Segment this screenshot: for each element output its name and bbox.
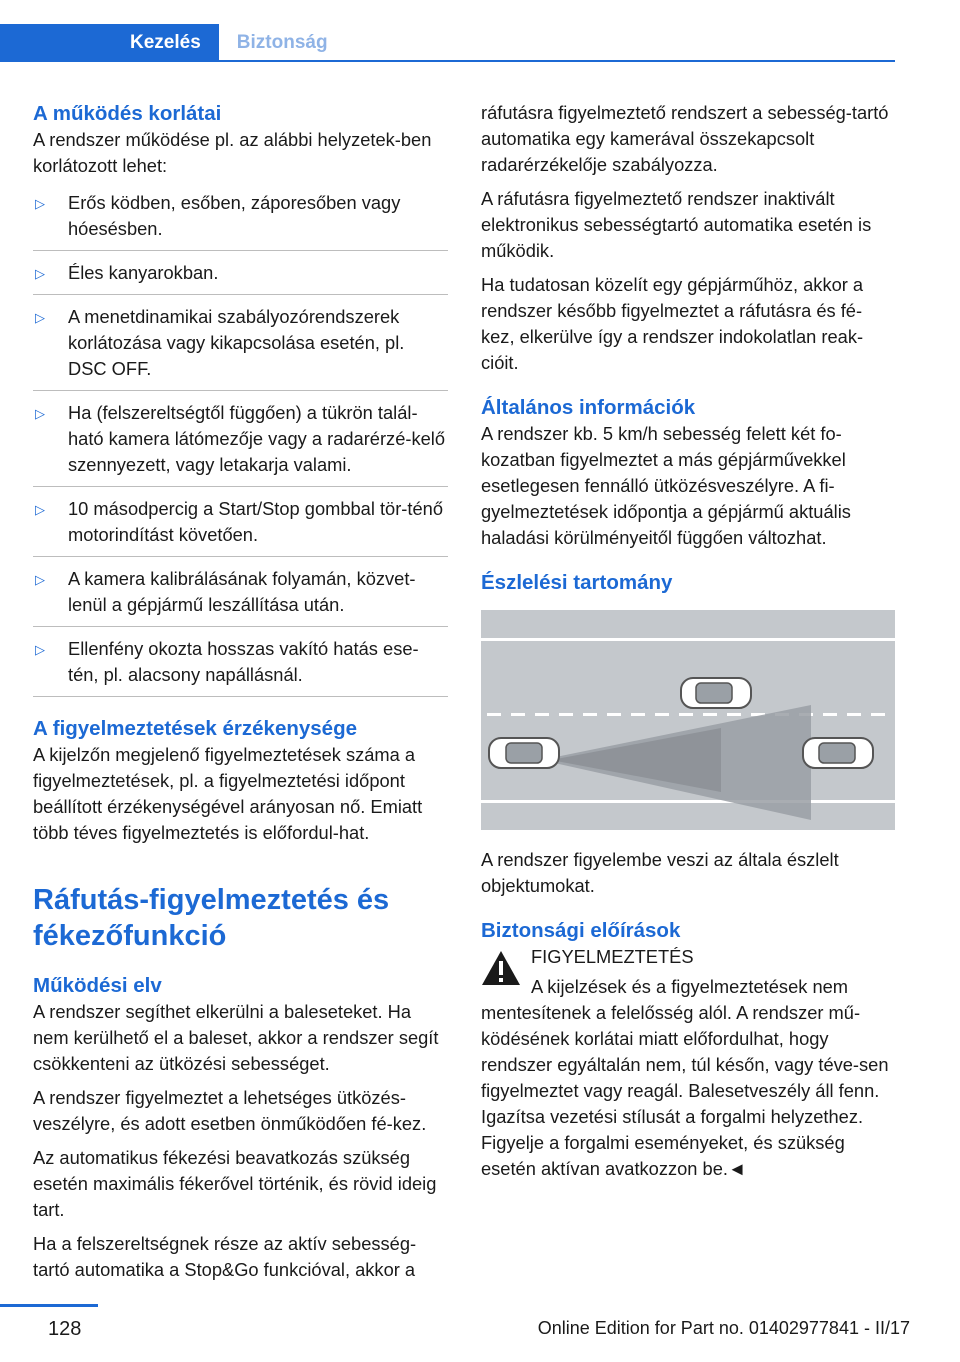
- sensitivity-heading: A figyelmeztetések érzékenysége: [33, 717, 357, 740]
- principle-paragraph: Ha a felszereltségnek része az aktív sebesség-tartó automatika a Stop&Go funkcióval, akkor a: [33, 1233, 417, 1280]
- triangle-right-icon: ▷: [35, 196, 45, 211]
- safety-heading: Biztonsági előírások: [481, 919, 681, 942]
- continued-paragraph: ráfutásra figyelmeztető rendszert a sebesség-tartó automatika egy kamerával összekapcsolt radarérzékelője szabályozza.: [481, 102, 889, 175]
- triangle-right-icon: ▷: [35, 310, 45, 325]
- limits-heading: A működés korlátai: [33, 102, 222, 125]
- triangle-right-icon: ▷: [35, 266, 45, 281]
- figure-caption: A rendszer figyelembe veszi az általa észlelt objektumokat.: [481, 849, 839, 896]
- tab-biztonsag[interactable]: Biztonság: [219, 24, 346, 62]
- list-item-text: Erős ködben, esőben, záporesőben vagy hóesésben.: [68, 192, 401, 239]
- right-column: [481, 100, 895, 1190]
- triangle-right-icon: ▷: [35, 572, 45, 587]
- list-item: [33, 397, 448, 487]
- header-rule: [0, 60, 895, 62]
- general-text: A rendszer kb. 5 km/h sebesség felett két fo-kozatban figyelmeztet a más gépjárművekkel esetlegesen fennálló ütközésveszélyre. A fi-gyelmeztetések időpontja a gépjármű aktuális haladási körülményeitől függően változhat.: [481, 423, 851, 548]
- principle-paragraph: A rendszer segíthet elkerülni a baleseteket. Ha nem kerülhető el a baleset, akkor a rendszer segít csökkenteni az ütközési sebességet.: [33, 1001, 439, 1074]
- triangle-right-icon: ▷: [35, 406, 45, 421]
- warning-block: [481, 944, 895, 1182]
- main-heading: Ráfutás-figyelmeztetés és fékezőfunkció: [33, 884, 390, 952]
- detection-range-illustration: [481, 610, 895, 830]
- list-item: [33, 187, 448, 251]
- limits-intro: A rendszer működése pl. az alábbi helyzetek-ben korlátozott lehet:: [33, 129, 432, 176]
- continued-paragraph: A ráfutásra figyelmeztető rendszer inaktivált elektronikus sebességtartó automatika esetén is működik.: [481, 188, 872, 261]
- edition-note: Online Edition for Part no. 01402977841 - II/17: [537, 1318, 910, 1338]
- principle-heading: Működési elv: [33, 974, 162, 997]
- principle-paragraph: Az automatikus fékezési beavatkozás szükség esetén maximális fékerővel történik, és rövid ideig tart.: [33, 1147, 437, 1220]
- warning-title: FIGYELMEZTETÉS: [531, 946, 694, 967]
- list-item: [33, 563, 448, 627]
- continued-paragraph: Ha tudatosan közelít egy gépjárműhöz, akkor a rendszer később figyelmeztet a ráfutásra és fé-kez, elkerülve így a rendszer indokolatlan reak-cióit.: [481, 274, 864, 373]
- list-item: [33, 301, 448, 391]
- list-item-text: Éles kanyarokban.: [68, 262, 219, 283]
- list-item-text: Ellenfény okozta hosszas vakító hatás ese-tén, pl. alacsony napállásnál.: [68, 638, 419, 685]
- section-tabs: [0, 24, 346, 62]
- car-icon: [803, 738, 873, 768]
- footer-rule: [0, 1304, 98, 1307]
- warning-triangle-icon: [481, 950, 521, 986]
- tab-kezeles[interactable]: Kezelés: [0, 24, 219, 62]
- warning-text: A kijelzések és a figyelmeztetések nem mentesítenek a felelősség alól. A rendszer mű-ködésének korlátai miatt előfordulhat, hogy rendszer egyáltalán nem, túl későn, vagy téve-sen figyelmeztet vagy reagál. Balesetveszély áll fenn. Igazítsa vezetési stílusát a forgalmi helyzethez. Figyelje a forgalmi eseményeket, és szükség esetén aktívan avatkozzon be.◄: [481, 976, 889, 1179]
- car-icon: [681, 678, 751, 708]
- list-item: [33, 257, 448, 295]
- sensitivity-text: A kijelzőn megjelenő figyelmeztetések száma a figyelmeztetések, pl. a figyelmeztetési időpont beállított érzékenységével arányosan nő. Emiatt több téves figyelmeztetés is előfordul-hat.: [33, 744, 423, 843]
- triangle-right-icon: ▷: [35, 502, 45, 517]
- list-item-text: Ha (felszereltségtől függően) a tükrön talál-ható kamera látómezője vagy a radarérzé-kelő szennyezett, vagy letakarja valami.: [68, 402, 445, 475]
- principle-paragraph: A rendszer figyelmeztet a lehetséges ütközés-veszélyre, és adott esetben önműködően fé-kez.: [33, 1087, 427, 1134]
- range-heading: Észlelési tartomány: [481, 571, 673, 594]
- triangle-right-icon: ▷: [35, 642, 45, 657]
- general-heading: Általános információk: [481, 396, 696, 419]
- left-column: [33, 100, 448, 1291]
- list-item-text: A kamera kalibrálásának folyamán, közvet-lenül a gépjármű leszállítása után.: [68, 568, 416, 615]
- list-item-text: 10 másodpercig a Start/Stop gombbal tör-ténő motorindítást követően.: [68, 498, 443, 545]
- list-item: [33, 633, 448, 697]
- page-number: 128: [48, 1318, 82, 1340]
- car-icon: [489, 738, 559, 768]
- list-item: [33, 493, 448, 557]
- list-item-text: A menetdinamikai szabályozórendszerek korlátozása vagy kikapcsolása esetén, pl. DSC OFF.: [68, 306, 405, 379]
- limits-list: [33, 187, 448, 697]
